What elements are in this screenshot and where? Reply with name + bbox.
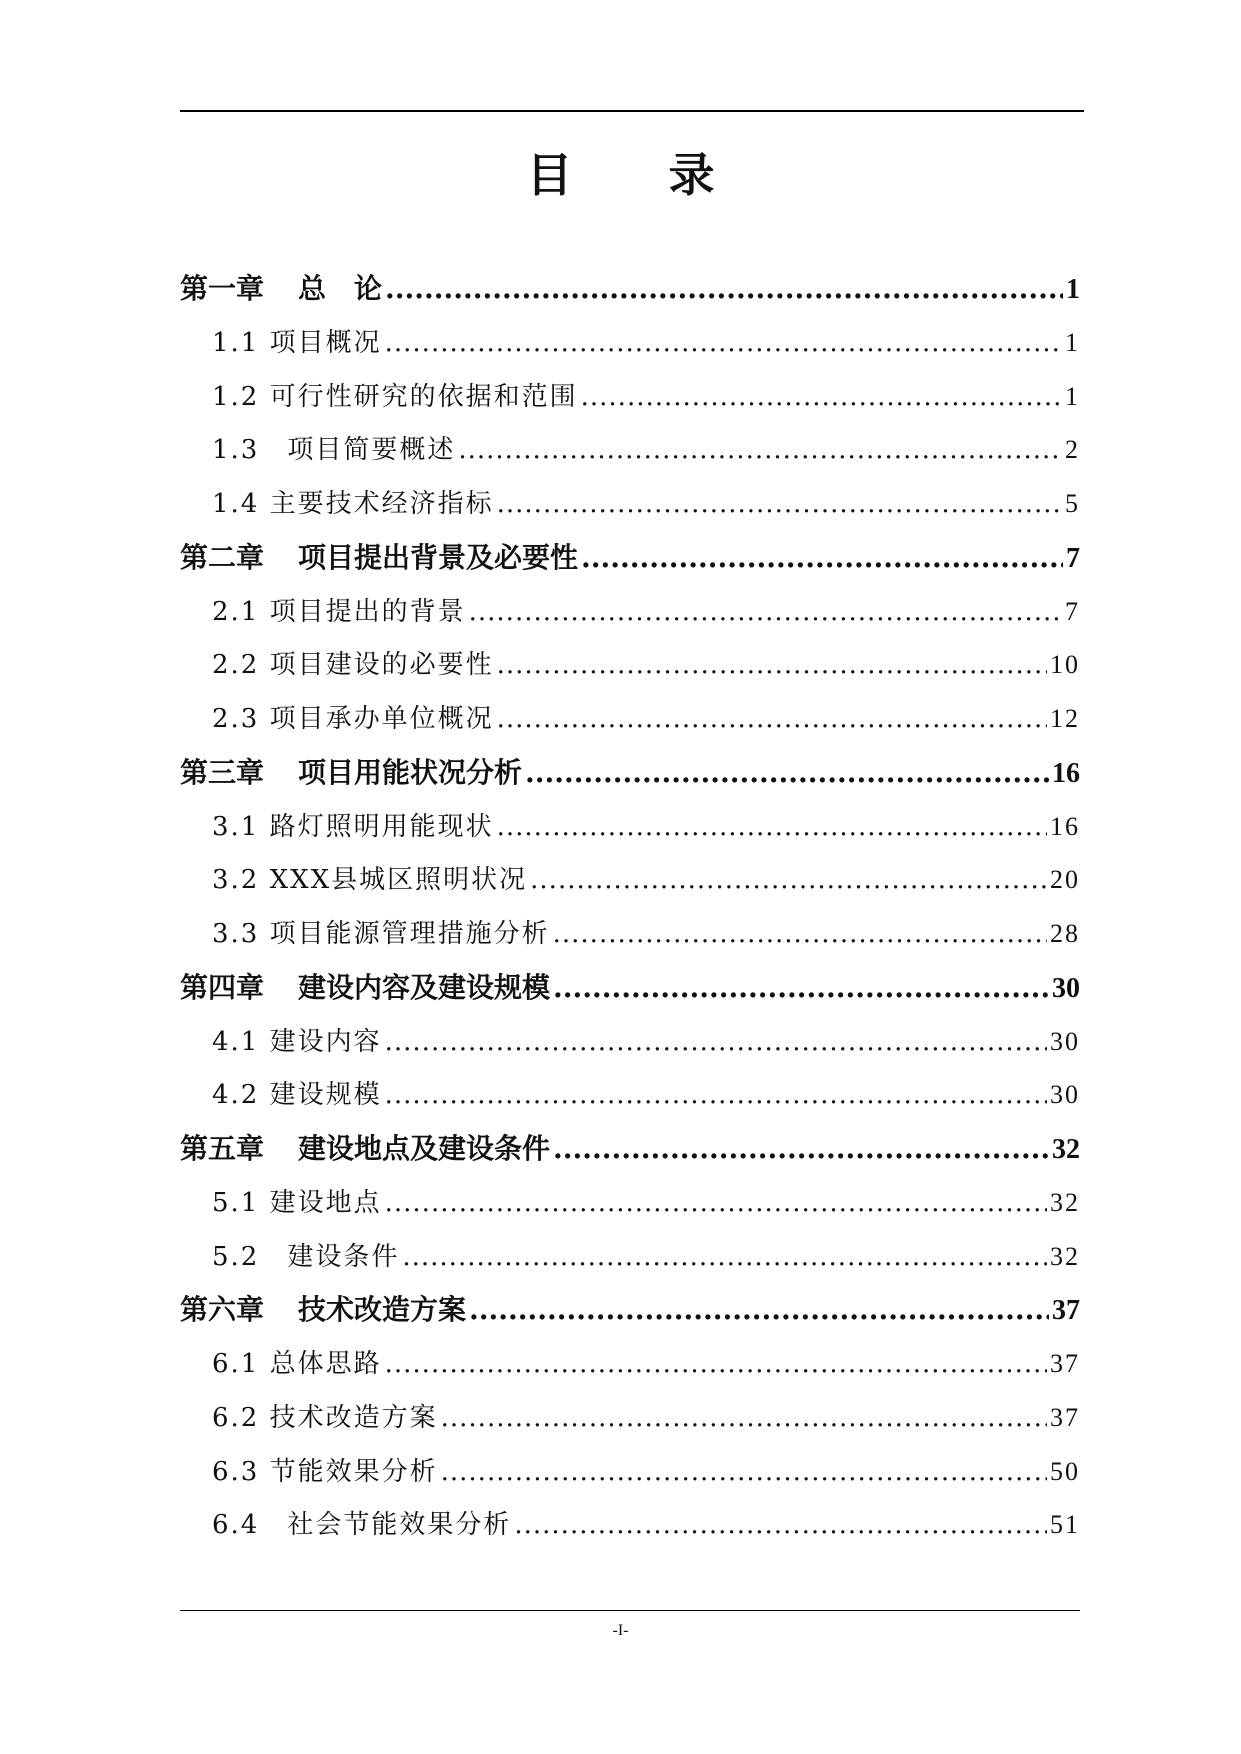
toc-entry-label <box>180 961 550 1015</box>
toc-section-entry[interactable] <box>180 1391 1080 1445</box>
footer-rule <box>180 1610 1080 1611</box>
toc-entry-text: 6.1 总体思路 <box>212 1349 382 1379</box>
dot-leader <box>530 854 1047 908</box>
dot-leader <box>553 1122 1049 1176</box>
dot-leader <box>497 478 1062 532</box>
dot-leader <box>514 1499 1047 1553</box>
toc-entry-label <box>212 424 455 478</box>
toc-page-number: 37 <box>1050 1402 1080 1432</box>
toc-chapter-entry[interactable] <box>180 1283 1080 1337</box>
toc-section-entry[interactable] <box>180 638 1080 692</box>
toc-section-entry[interactable] <box>180 1445 1080 1499</box>
toc-page-number: 32 <box>1052 1134 1080 1165</box>
toc-section-entry[interactable] <box>180 1068 1080 1122</box>
toc-section-entry[interactable] <box>180 1015 1080 1069</box>
toc-section-entry[interactable] <box>180 477 1080 531</box>
toc-section-entry[interactable] <box>180 800 1080 854</box>
toc-entry-label <box>212 317 382 371</box>
toc-entry-text: 2.1 项目提出的背景 <box>212 596 466 627</box>
toc-entry-label <box>212 801 494 855</box>
chapter-number: 第一章 <box>180 272 265 305</box>
dot-leader <box>385 1177 1047 1231</box>
toc-entry-label <box>180 1283 466 1337</box>
toc-page-number: 2 <box>1065 435 1080 465</box>
toc-section-entry[interactable] <box>180 907 1080 961</box>
toc-page-number: 50 <box>1050 1456 1080 1486</box>
page-title: 目 录 <box>526 148 755 202</box>
toc-page-number: 37 <box>1052 1295 1080 1327</box>
toc-page-number: 7 <box>1066 542 1080 574</box>
toc-section-entry[interactable] <box>180 692 1080 746</box>
toc-entry-text: 6.4 社会节能效果分析 <box>212 1510 512 1541</box>
header-rule <box>180 110 1084 112</box>
toc-entry-text: 1.3 项目简要概述 <box>212 435 456 466</box>
toc-entry-label <box>212 639 494 693</box>
dot-leader <box>402 1231 1047 1285</box>
toc-entry-text: 6.3 节能效果分析 <box>212 1456 438 1487</box>
toc-page-number: 1 <box>1065 381 1080 411</box>
toc-entry-text: 1.2 可行性研究的依据和范围 <box>212 381 578 412</box>
toc-entry-label <box>212 693 494 747</box>
toc-entry-text: 项目提出背景及必要性 <box>298 540 579 574</box>
dot-leader <box>497 801 1047 855</box>
toc-chapter-entry[interactable] <box>180 961 1080 1015</box>
toc-section-entry[interactable] <box>180 585 1080 639</box>
toc-page-number: 20 <box>1050 865 1080 895</box>
page-number: -I- <box>612 1622 629 1639</box>
toc-section-entry[interactable] <box>180 316 1080 370</box>
chapter-number: 第六章 <box>180 1293 265 1327</box>
dot-leader <box>581 371 1062 425</box>
toc-entry-label <box>212 586 466 640</box>
toc-entry-text: 4.1 建设内容 <box>212 1026 382 1057</box>
toc-entry-label <box>212 1016 382 1070</box>
toc-section-entry[interactable] <box>180 370 1080 424</box>
toc-section-entry[interactable] <box>180 423 1080 477</box>
toc-entry-text: 6.2 技术改造方案 <box>212 1402 438 1433</box>
dot-leader <box>553 961 1049 1015</box>
dot-leader <box>385 262 1063 316</box>
toc-entry-text: 3.1 路灯照明用能现状 <box>212 811 494 842</box>
chapter-number: 第二章 <box>180 540 265 574</box>
dot-leader <box>469 1283 1049 1337</box>
toc-page-number: 32 <box>1050 1241 1080 1271</box>
toc-chapter-entry[interactable] <box>180 531 1080 585</box>
toc-entry-label <box>180 531 578 585</box>
dot-leader <box>497 693 1047 747</box>
toc-page-number: 12 <box>1050 704 1080 733</box>
toc-entry-label <box>212 478 494 532</box>
toc-page-number: 16 <box>1050 811 1080 841</box>
dot-leader <box>385 1016 1047 1070</box>
toc-page-number: 28 <box>1050 919 1080 948</box>
toc-entry-label <box>212 908 550 962</box>
toc-entry-label <box>212 1069 382 1123</box>
toc-section-entry[interactable] <box>180 1337 1080 1391</box>
toc-entry-text: 建设内容及建设规模 <box>298 970 551 1004</box>
chapter-number: 第五章 <box>180 1132 265 1165</box>
toc-chapter-entry[interactable] <box>180 1122 1080 1176</box>
toc-entry-text: 3.2 XXX县城区照明状况 <box>212 865 528 896</box>
toc-entry-text: 3.3 项目能源管理措施分析 <box>212 919 550 949</box>
toc-page-number: 32 <box>1050 1187 1080 1217</box>
toc-entry-label <box>212 1338 382 1392</box>
dot-leader <box>469 586 1062 640</box>
toc-section-entry[interactable] <box>180 853 1080 907</box>
dot-leader <box>441 1392 1047 1446</box>
dot-leader <box>497 639 1047 693</box>
toc-chapter-entry[interactable] <box>180 262 1080 316</box>
toc-page-number: 7 <box>1065 596 1080 626</box>
dot-leader <box>581 531 1063 585</box>
toc-entry-label <box>212 1177 382 1231</box>
toc-entry-label <box>212 854 527 908</box>
dot-leader <box>553 908 1047 962</box>
toc-chapter-entry[interactable] <box>180 746 1080 800</box>
toc-section-entry[interactable] <box>180 1176 1080 1230</box>
toc-entry-text: 4.2 建设规模 <box>212 1080 382 1111</box>
toc-entry-text: 2.3 项目承办单位概况 <box>212 704 494 734</box>
dot-leader <box>385 1338 1047 1392</box>
toc-entry-label <box>212 371 578 425</box>
toc-page-number: 30 <box>1050 1080 1080 1110</box>
toc-page-number: 10 <box>1050 650 1080 680</box>
chapter-number: 第三章 <box>180 755 265 789</box>
toc-entry-label <box>212 1499 511 1553</box>
toc-entry-text: 1.4 主要技术经济指标 <box>212 489 494 519</box>
toc-entry-label <box>180 746 522 800</box>
dot-leader <box>441 1446 1047 1500</box>
toc-page-number: 37 <box>1050 1349 1080 1378</box>
toc-page-number: 1 <box>1066 274 1080 305</box>
chapter-number: 第四章 <box>180 970 265 1004</box>
toc-entry-label <box>180 1122 550 1176</box>
dot-leader <box>525 746 1049 800</box>
toc-section-entry[interactable] <box>180 1230 1080 1284</box>
toc-page-number: 30 <box>1050 1026 1080 1056</box>
toc-entry-text: 5.2 建设条件 <box>212 1241 400 1272</box>
toc-section-entry[interactable] <box>180 1498 1080 1552</box>
toc-entry-text: 5.1 建设地点 <box>212 1187 382 1218</box>
toc-entry-label <box>212 1392 438 1446</box>
toc-entry-text: 1.1 项目概况 <box>212 327 382 358</box>
toc-entry-label <box>180 262 382 316</box>
toc-entry-text: 技术改造方案 <box>298 1293 467 1327</box>
dot-leader <box>385 317 1062 371</box>
toc-entry-text: 2.2 项目建设的必要性 <box>212 650 494 681</box>
table-of-contents <box>180 262 1080 1552</box>
dot-leader <box>385 1069 1047 1123</box>
toc-page-number: 5 <box>1065 489 1080 518</box>
toc-page-number: 51 <box>1050 1510 1080 1540</box>
toc-page-number: 1 <box>1065 327 1080 357</box>
toc-entry-text: 建设地点及建设条件 <box>298 1132 551 1165</box>
toc-entry-text: 总 论 <box>298 272 383 305</box>
toc-entry-text: 项目用能状况分析 <box>298 755 523 789</box>
toc-entry-label <box>212 1446 438 1500</box>
toc-page-number: 30 <box>1052 972 1080 1004</box>
dot-leader <box>458 424 1062 478</box>
toc-page-number: 16 <box>1052 757 1080 789</box>
toc-entry-label <box>212 1231 399 1285</box>
